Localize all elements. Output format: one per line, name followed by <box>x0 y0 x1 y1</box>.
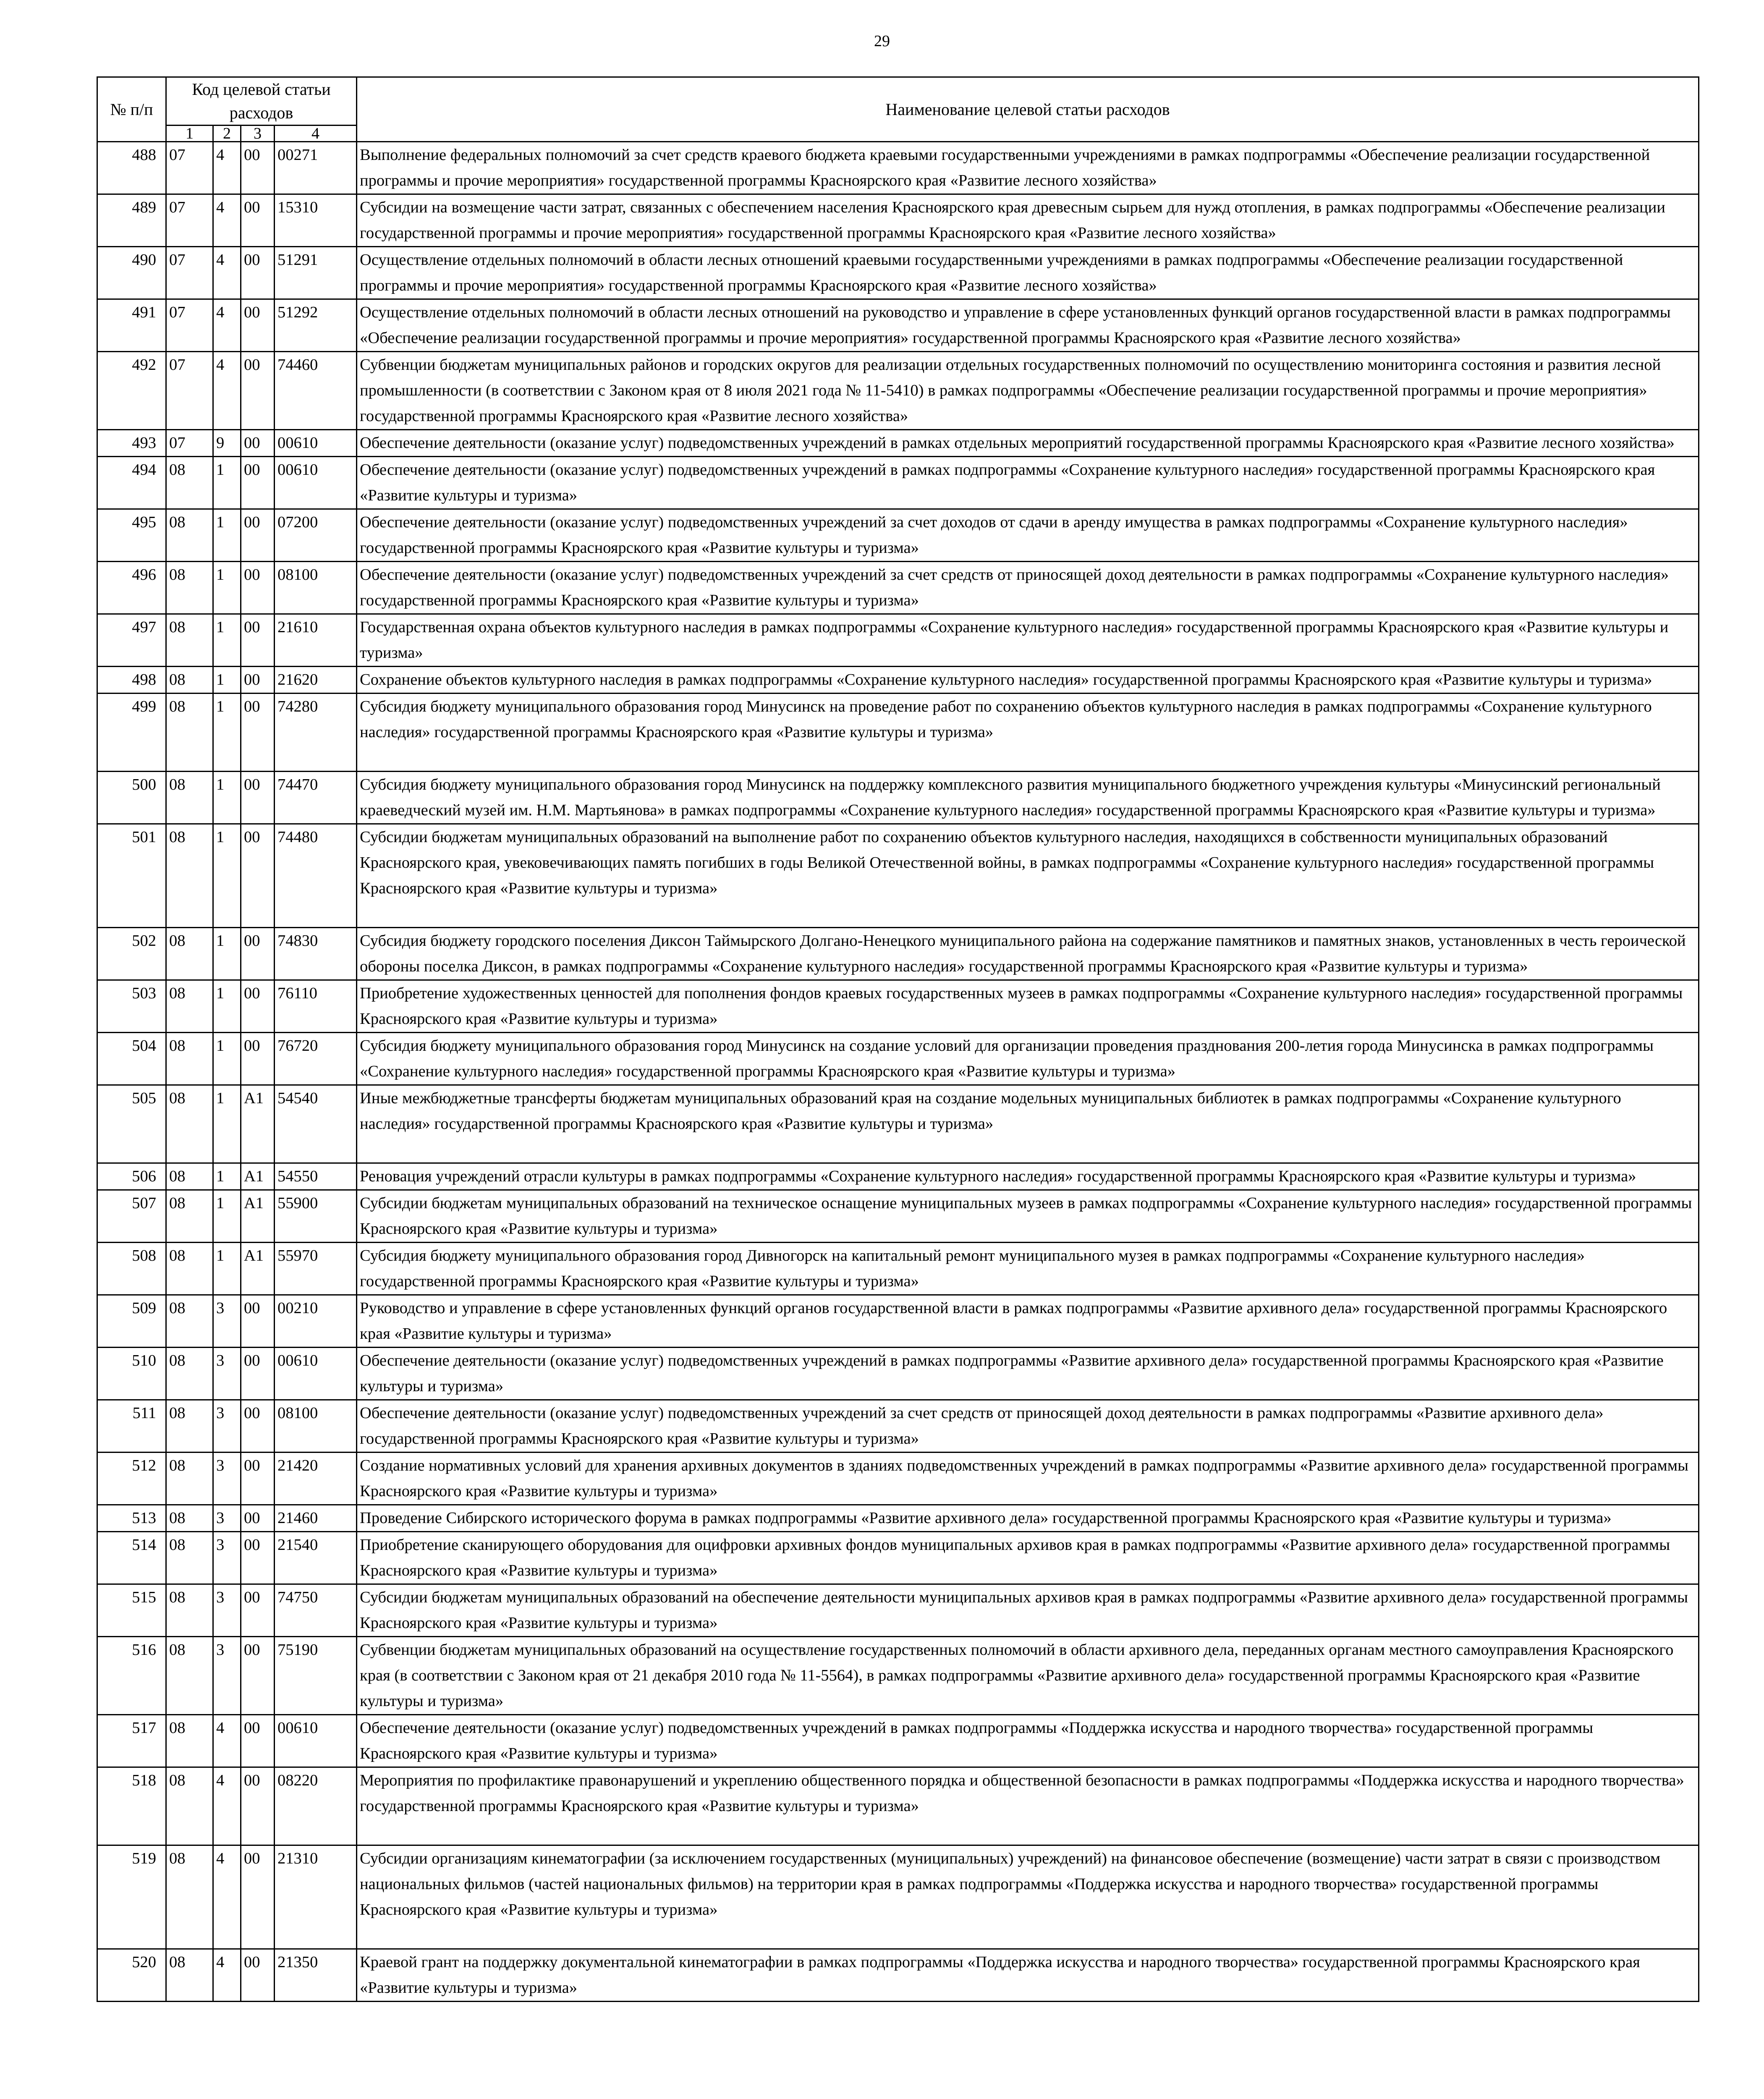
row-number: 520 <box>97 1949 166 2002</box>
table-row <box>97 1163 1699 1190</box>
code-direction: 00 <box>241 694 275 772</box>
code-direction: 00 <box>241 1532 275 1584</box>
table-row <box>97 1845 1699 1949</box>
item-name: Субсидии на возмещение части затрат, связанных с обеспечением населения Красноярского края древесным сырьем для нужд отопления, в рамках подпрограммы «Обеспечение реализации государственной программы и прочие мероприятия» государственной программы Красноярского края «Развитие лесного хозяйства» <box>357 194 1699 247</box>
row-number: 514 <box>97 1532 166 1584</box>
code-program: 08 <box>166 457 213 509</box>
code-subprogram: 3 <box>213 1348 241 1400</box>
item-name: Обеспечение деятельности (оказание услуг) подведомственных учреждений в рамках подпрограммы «Сохранение культурного наследия» государственной программы Красноярского края «Развитие культуры и туризма» <box>357 457 1699 509</box>
table-row <box>97 194 1699 247</box>
table-row <box>97 457 1699 509</box>
code-subprogram: 4 <box>213 352 241 430</box>
item-name: Субвенции бюджетам муниципальных районов и городских округов для реализации отдельных государственных полномочий по осуществлению мониторинга состояния и развития лесной промышленности (в соответствии с Законом края от 8 июля 2021 года № 11-5410) в рамках подпрограммы «Обеспечение реализации государственной программы и прочие мероприятия» государственной программы Красноярского края «Развитие лесного хозяйства» <box>357 352 1699 430</box>
code-program: 08 <box>166 1085 213 1163</box>
code-program: 08 <box>166 1532 213 1584</box>
code-item: 21620 <box>275 667 357 694</box>
table-row <box>97 1637 1699 1715</box>
code-item: 74280 <box>275 694 357 772</box>
code-item: 74750 <box>275 1584 357 1637</box>
code-direction: 00 <box>241 928 275 980</box>
table-row <box>97 430 1699 457</box>
item-name: Субсидии бюджетам муниципальных образований на выполнение работ по сохранению объектов культурного наследия, находящихся в собственности муниципальных образований Красноярского края, увековечивающих память погибших в годы Великой Отечественной войны, в рамках подпрограммы «Сохранение культурного наследия» государственной программы Красноярского края «Развитие культуры и туризма» <box>357 824 1699 928</box>
table-row <box>97 980 1699 1033</box>
row-number: 512 <box>97 1453 166 1505</box>
code-subprogram: 1 <box>213 614 241 667</box>
row-number: 505 <box>97 1085 166 1163</box>
code-direction: A1 <box>241 1190 275 1243</box>
code-subprogram: 4 <box>213 1949 241 2002</box>
table-row <box>97 1400 1699 1453</box>
code-item: 15310 <box>275 194 357 247</box>
item-name: Приобретение художественных ценностей для пополнения фондов краевых государственных музеев в рамках подпрограммы «Сохранение культурного наследия» государственной программы Красноярского края «Развитие культуры и туризма» <box>357 980 1699 1033</box>
code-item: 76110 <box>275 980 357 1033</box>
item-name: Обеспечение деятельности (оказание услуг) подведомственных учреждений за счет доходов от сдачи в аренду имущества в рамках подпрограммы «Сохранение культурного наследия» государственной программы Красноярского края «Развитие культуры и туризма» <box>357 509 1699 562</box>
row-number: 519 <box>97 1845 166 1949</box>
code-subprogram: 3 <box>213 1505 241 1532</box>
item-name: Субсидия бюджету муниципального образования город Дивногорск на капитальный ремонт муниципального музея в рамках подпрограммы «Сохранение культурного наследия» государственной программы Красноярского края «Развитие культуры и туризма» <box>357 1243 1699 1295</box>
table-row <box>97 1243 1699 1295</box>
row-number: 495 <box>97 509 166 562</box>
row-number: 498 <box>97 667 166 694</box>
table-row <box>97 1715 1699 1767</box>
item-name: Реновация учреждений отрасли культуры в рамках подпрограммы «Сохранение культурного наследия» государственной программы Красноярского края «Развитие культуры и туризма» <box>357 1163 1699 1190</box>
code-item: 51291 <box>275 247 357 299</box>
row-number: 492 <box>97 352 166 430</box>
code-program: 07 <box>166 299 213 352</box>
col-number: 4 <box>275 126 357 142</box>
code-item: 00610 <box>275 1348 357 1400</box>
code-direction: 00 <box>241 430 275 457</box>
code-direction: 00 <box>241 1400 275 1453</box>
code-item: 00610 <box>275 1715 357 1767</box>
code-item: 76720 <box>275 1033 357 1085</box>
code-subprogram: 1 <box>213 928 241 980</box>
row-number: 506 <box>97 1163 166 1190</box>
code-direction: 00 <box>241 1033 275 1085</box>
code-item: 55970 <box>275 1243 357 1295</box>
table-row <box>97 299 1699 352</box>
row-number: 515 <box>97 1584 166 1637</box>
code-program: 07 <box>166 142 213 194</box>
item-name: Приобретение сканирующего оборудования для оцифровки архивных фондов муниципальных архивов края в рамках подпрограммы «Развитие архивного дела» государственной программы Красноярского края «Развитие культуры и туризма» <box>357 1532 1699 1584</box>
code-direction: 00 <box>241 247 275 299</box>
row-number: 510 <box>97 1348 166 1400</box>
code-item: 08100 <box>275 562 357 614</box>
row-number: 513 <box>97 1505 166 1532</box>
row-number: 489 <box>97 194 166 247</box>
code-subprogram: 3 <box>213 1584 241 1637</box>
item-name: Субсидия бюджету городского поселения Диксон Таймырского Долгано-Ненецкого муниципального района на содержание памятников и памятных знаков, установленных в честь героической обороны поселка Диксон, в рамках подпрограммы «Сохранение культурного наследия» государственной программы Красноярского края «Развитие культуры и туризма» <box>357 928 1699 980</box>
item-name: Руководство и управление в сфере установленных функций органов государственной власти в рамках подпрограммы «Развитие архивного дела» государственной программы Красноярского края «Развитие культуры и туризма» <box>357 1295 1699 1348</box>
table-row <box>97 1532 1699 1584</box>
code-subprogram: 4 <box>213 247 241 299</box>
code-direction: A1 <box>241 1085 275 1163</box>
row-number: 502 <box>97 928 166 980</box>
code-subprogram: 3 <box>213 1400 241 1453</box>
code-item: 74460 <box>275 352 357 430</box>
row-number: 497 <box>97 614 166 667</box>
code-item: 00610 <box>275 430 357 457</box>
num-header: № п/п <box>97 77 166 142</box>
code-direction: 00 <box>241 1637 275 1715</box>
item-name: Обеспечение деятельности (оказание услуг) подведомственных учреждений за счет средств от приносящей доход деятельности в рамках подпрограммы «Развитие архивного дела» государственной программы Красноярского края «Развитие культуры и туризма» <box>357 1400 1699 1453</box>
code-subprogram: 1 <box>213 667 241 694</box>
code-subprogram: 3 <box>213 1295 241 1348</box>
code-direction: 00 <box>241 194 275 247</box>
item-name: Субвенции бюджетам муниципальных образований на осуществление государственных полномочий в области архивного дела, переданных органам местного самоуправления Красноярского края (в соответствии с Законом края от 21 декабря 2010 года № 11-5564), в рамках подпрограммы «Развитие архивного дела» государственной программы Красноярского края «Развитие культуры и туризма» <box>357 1637 1699 1715</box>
row-number: 501 <box>97 824 166 928</box>
code-item: 74830 <box>275 928 357 980</box>
code-direction: 00 <box>241 980 275 1033</box>
code-program: 08 <box>166 1715 213 1767</box>
code-subprogram: 1 <box>213 509 241 562</box>
col-number: 2 <box>213 126 241 142</box>
code-program: 08 <box>166 694 213 772</box>
code-direction: 00 <box>241 667 275 694</box>
code-item: 00610 <box>275 457 357 509</box>
code-program: 08 <box>166 928 213 980</box>
table-row <box>97 1584 1699 1637</box>
code-direction: 00 <box>241 1348 275 1400</box>
row-number: 518 <box>97 1767 166 1845</box>
code-direction: 00 <box>241 1845 275 1949</box>
code-subprogram: 4 <box>213 299 241 352</box>
table-row <box>97 1190 1699 1243</box>
item-name: Осуществление отдельных полномочий в области лесных отношений краевыми государственными учреждениями в рамках подпрограммы «Обеспечение реализации государственной программы и прочие мероприятия» государственной программы Красноярского края «Развитие лесного хозяйства» <box>357 247 1699 299</box>
row-number: 503 <box>97 980 166 1033</box>
code-item: 21610 <box>275 614 357 667</box>
item-name: Субсидии организациям кинематографии (за исключением государственных (муниципальных) учреждений) на финансовое обеспечение (возмещение) части затрат в связи с производством национальных фильмов (частей национальных фильмов) на территории края в рамках подпрограммы «Поддержка искусства и народного творчества» государственной программы Красноярского края «Развитие культуры и туризма» <box>357 1845 1699 1949</box>
row-number: 499 <box>97 694 166 772</box>
code-program: 08 <box>166 1453 213 1505</box>
code-direction: 00 <box>241 1767 275 1845</box>
code-program: 08 <box>166 1295 213 1348</box>
code-program: 08 <box>166 980 213 1033</box>
table-row <box>97 1767 1699 1845</box>
item-name: Субсидия бюджету муниципального образования город Минусинск на создание условий для организации проведения празднования 200-летия города Минусинска в рамках подпрограммы «Сохранение культурного наследия» государственной программы Красноярского края «Развитие культуры и туризма» <box>357 1033 1699 1085</box>
code-program: 07 <box>166 430 213 457</box>
code-item: 21460 <box>275 1505 357 1532</box>
item-name: Субсидии бюджетам муниципальных образований на обеспечение деятельности муниципальных архивов края в рамках подпрограммы «Развитие архивного дела» государственной программы Красноярского края «Развитие культуры и туризма» <box>357 1584 1699 1637</box>
code-direction: 00 <box>241 772 275 824</box>
code-subprogram: 9 <box>213 430 241 457</box>
code-item: 75190 <box>275 1637 357 1715</box>
item-name: Обеспечение деятельности (оказание услуг) подведомственных учреждений за счет средств от приносящей доход деятельности в рамках подпрограммы «Сохранение культурного наследия» государственной программы Красноярского края «Развитие культуры и туризма» <box>357 562 1699 614</box>
code-program: 08 <box>166 772 213 824</box>
item-name: Государственная охрана объектов культурного наследия в рамках подпрограммы «Сохранение культурного наследия» государственной программы Красноярского края «Развитие культуры и туризма» <box>357 614 1699 667</box>
code-item: 00210 <box>275 1295 357 1348</box>
code-subprogram: 3 <box>213 1532 241 1584</box>
code-subprogram: 1 <box>213 1163 241 1190</box>
code-direction: 00 <box>241 824 275 928</box>
code-program: 08 <box>166 1845 213 1949</box>
target-items-table <box>97 76 1699 2002</box>
code-program: 08 <box>166 1400 213 1453</box>
code-item: 74480 <box>275 824 357 928</box>
row-number: 516 <box>97 1637 166 1715</box>
code-item: 54550 <box>275 1163 357 1190</box>
code-direction: 00 <box>241 1584 275 1637</box>
item-name: Проведение Сибирского исторического форума в рамках подпрограммы «Развитие архивного дела» государственной программы Красноярского края «Развитие культуры и туризма» <box>357 1505 1699 1532</box>
table-row <box>97 1949 1699 2002</box>
code-direction: 00 <box>241 509 275 562</box>
code-subprogram: 1 <box>213 980 241 1033</box>
code-program: 08 <box>166 1637 213 1715</box>
code-item: 55900 <box>275 1190 357 1243</box>
item-name: Осуществление отдельных полномочий в области лесных отношений на руководство и управление в сфере установленных функций органов государственной власти в рамках подпрограммы «Обеспечение реализации государственной программы и прочие мероприятия» государственной программы Красноярского края «Развитие лесного хозяйства» <box>357 299 1699 352</box>
code-program: 08 <box>166 1163 213 1190</box>
table-row <box>97 667 1699 694</box>
item-name: Краевой грант на поддержку документальной кинематографии в рамках подпрограммы «Поддержка искусства и народного творчества» государственной программы Красноярского края «Развитие культуры и туризма» <box>357 1949 1699 2002</box>
table-row <box>97 562 1699 614</box>
code-subprogram: 1 <box>213 1190 241 1243</box>
code-program: 08 <box>166 1767 213 1845</box>
code-subprogram: 1 <box>213 1243 241 1295</box>
table-row <box>97 824 1699 928</box>
code-subprogram: 1 <box>213 772 241 824</box>
row-number: 491 <box>97 299 166 352</box>
code-subprogram: 1 <box>213 562 241 614</box>
code-direction: 00 <box>241 1295 275 1348</box>
table-row <box>97 1453 1699 1505</box>
code-direction: 00 <box>241 457 275 509</box>
row-number: 508 <box>97 1243 166 1295</box>
row-number: 493 <box>97 430 166 457</box>
header-row <box>97 77 1699 126</box>
code-item: 21420 <box>275 1453 357 1505</box>
code-direction: 00 <box>241 1505 275 1532</box>
code-subprogram: 1 <box>213 1085 241 1163</box>
code-subprogram: 3 <box>213 1453 241 1505</box>
code-direction: 00 <box>241 142 275 194</box>
code-program: 07 <box>166 352 213 430</box>
table-row <box>97 509 1699 562</box>
code-program: 08 <box>166 1584 213 1637</box>
code-program: 08 <box>166 824 213 928</box>
row-number: 490 <box>97 247 166 299</box>
table-row <box>97 142 1699 194</box>
table-row <box>97 614 1699 667</box>
code-item: 08100 <box>275 1400 357 1453</box>
code-program: 07 <box>166 247 213 299</box>
table-row <box>97 928 1699 980</box>
code-program: 08 <box>166 1949 213 2002</box>
table-row <box>97 247 1699 299</box>
code-subprogram: 3 <box>213 1637 241 1715</box>
code-subprogram: 4 <box>213 1767 241 1845</box>
item-name: Создание нормативных условий для хранения архивных документов в зданиях подведомственных учреждений в рамках подпрограммы «Развитие архивного дела» государственной программы Красноярского края «Развитие культуры и туризма» <box>357 1453 1699 1505</box>
item-name: Субсидии бюджетам муниципальных образований на техническое оснащение муниципальных музеев в рамках подпрограммы «Сохранение культурного наследия» государственной программы Красноярского края «Развитие культуры и туризма» <box>357 1190 1699 1243</box>
item-name: Субсидия бюджету муниципального образования город Минусинск на поддержку комплексного развития муниципального бюджетного учреждения культуры «Минусинский региональный краеведческий музей им. Н.М. Мартьянова» в рамках подпрограммы «Сохранение культурного наследия» государственной программы Красноярского края «Развитие культуры и туризма» <box>357 772 1699 824</box>
code-program: 08 <box>166 509 213 562</box>
code-subprogram: 4 <box>213 194 241 247</box>
row-number: 500 <box>97 772 166 824</box>
item-name: Субсидия бюджету муниципального образования город Минусинск на проведение работ по сохранению объектов культурного наследия в рамках подпрограммы «Сохранение культурного наследия» государственной программы Красноярского края «Развитие культуры и туризма» <box>357 694 1699 772</box>
code-subprogram: 1 <box>213 824 241 928</box>
code-direction: 00 <box>241 1949 275 2002</box>
code-item: 00271 <box>275 142 357 194</box>
code-program: 08 <box>166 614 213 667</box>
table-row <box>97 1505 1699 1532</box>
code-direction: 00 <box>241 352 275 430</box>
code-direction: 00 <box>241 562 275 614</box>
code-direction: A1 <box>241 1243 275 1295</box>
row-number: 488 <box>97 142 166 194</box>
table-row <box>97 1033 1699 1085</box>
code-header: Код целевой статьи расходов <box>166 77 357 126</box>
item-name: Обеспечение деятельности (оказание услуг) подведомственных учреждений в рамках подпрограммы «Поддержка искусства и народного творчества» государственной программы Красноярского края «Развитие культуры и туризма» <box>357 1715 1699 1767</box>
item-name: Сохранение объектов культурного наследия в рамках подпрограммы «Сохранение культурного наследия» государственной программы Красноярского края «Развитие культуры и туризма» <box>357 667 1699 694</box>
code-program: 08 <box>166 1190 213 1243</box>
row-number: 517 <box>97 1715 166 1767</box>
row-number: 496 <box>97 562 166 614</box>
code-program: 08 <box>166 1348 213 1400</box>
code-subprogram: 4 <box>213 1845 241 1949</box>
code-subprogram: 1 <box>213 1033 241 1085</box>
code-item: 21540 <box>275 1532 357 1584</box>
col-number: 1 <box>166 126 213 142</box>
row-number: 511 <box>97 1400 166 1453</box>
code-direction: 00 <box>241 1715 275 1767</box>
table-row <box>97 1295 1699 1348</box>
code-program: 08 <box>166 1243 213 1295</box>
code-subprogram: 1 <box>213 457 241 509</box>
code-subprogram: 1 <box>213 694 241 772</box>
item-name: Мероприятия по профилактике правонарушений и укреплению общественного порядка и общественной безопасности в рамках подпрограммы «Поддержка искусства и народного творчества» государственной программы Красноярского края «Развитие культуры и туризма» <box>357 1767 1699 1845</box>
code-subprogram: 4 <box>213 142 241 194</box>
table-row <box>97 1085 1699 1163</box>
table-row <box>97 352 1699 430</box>
row-number: 494 <box>97 457 166 509</box>
code-direction: 00 <box>241 614 275 667</box>
code-program: 08 <box>166 1033 213 1085</box>
code-item: 21310 <box>275 1845 357 1949</box>
item-name: Обеспечение деятельности (оказание услуг) подведомственных учреждений в рамках отдельных мероприятий государственной программы Красноярского края «Развитие лесного хозяйства» <box>357 430 1699 457</box>
code-program: 08 <box>166 1505 213 1532</box>
row-number: 509 <box>97 1295 166 1348</box>
code-subprogram: 4 <box>213 1715 241 1767</box>
code-item: 08220 <box>275 1767 357 1845</box>
item-name: Обеспечение деятельности (оказание услуг) подведомственных учреждений в рамках подпрограммы «Развитие архивного дела» государственной программы Красноярского края «Развитие культуры и туризма» <box>357 1348 1699 1400</box>
row-number: 507 <box>97 1190 166 1243</box>
item-name: Выполнение федеральных полномочий за счет средств краевого бюджета краевыми государственными учреждениями в рамках подпрограммы «Обеспечение реализации государственной программы и прочие мероприятия» государственной программы Красноярского края «Развитие лесного хозяйства» <box>357 142 1699 194</box>
code-direction: 00 <box>241 299 275 352</box>
code-item: 21350 <box>275 1949 357 2002</box>
page-number: 29 <box>874 32 890 50</box>
code-program: 08 <box>166 667 213 694</box>
code-item: 54540 <box>275 1085 357 1163</box>
col-number: 3 <box>241 126 275 142</box>
code-item: 07200 <box>275 509 357 562</box>
row-number: 504 <box>97 1033 166 1085</box>
item-name: Иные межбюджетные трансферты бюджетам муниципальных образований края на создание модельных муниципальных библиотек в рамках подпрограммы «Сохранение культурного наследия» государственной программы Красноярского края «Развитие культуры и туризма» <box>357 1085 1699 1163</box>
code-item: 74470 <box>275 772 357 824</box>
code-direction: 00 <box>241 1453 275 1505</box>
table-row <box>97 694 1699 772</box>
table-row <box>97 772 1699 824</box>
table-row <box>97 1348 1699 1400</box>
code-item: 51292 <box>275 299 357 352</box>
name-header: Наименование целевой статьи расходов <box>357 77 1699 142</box>
code-direction: A1 <box>241 1163 275 1190</box>
code-program: 07 <box>166 194 213 247</box>
code-program: 08 <box>166 562 213 614</box>
